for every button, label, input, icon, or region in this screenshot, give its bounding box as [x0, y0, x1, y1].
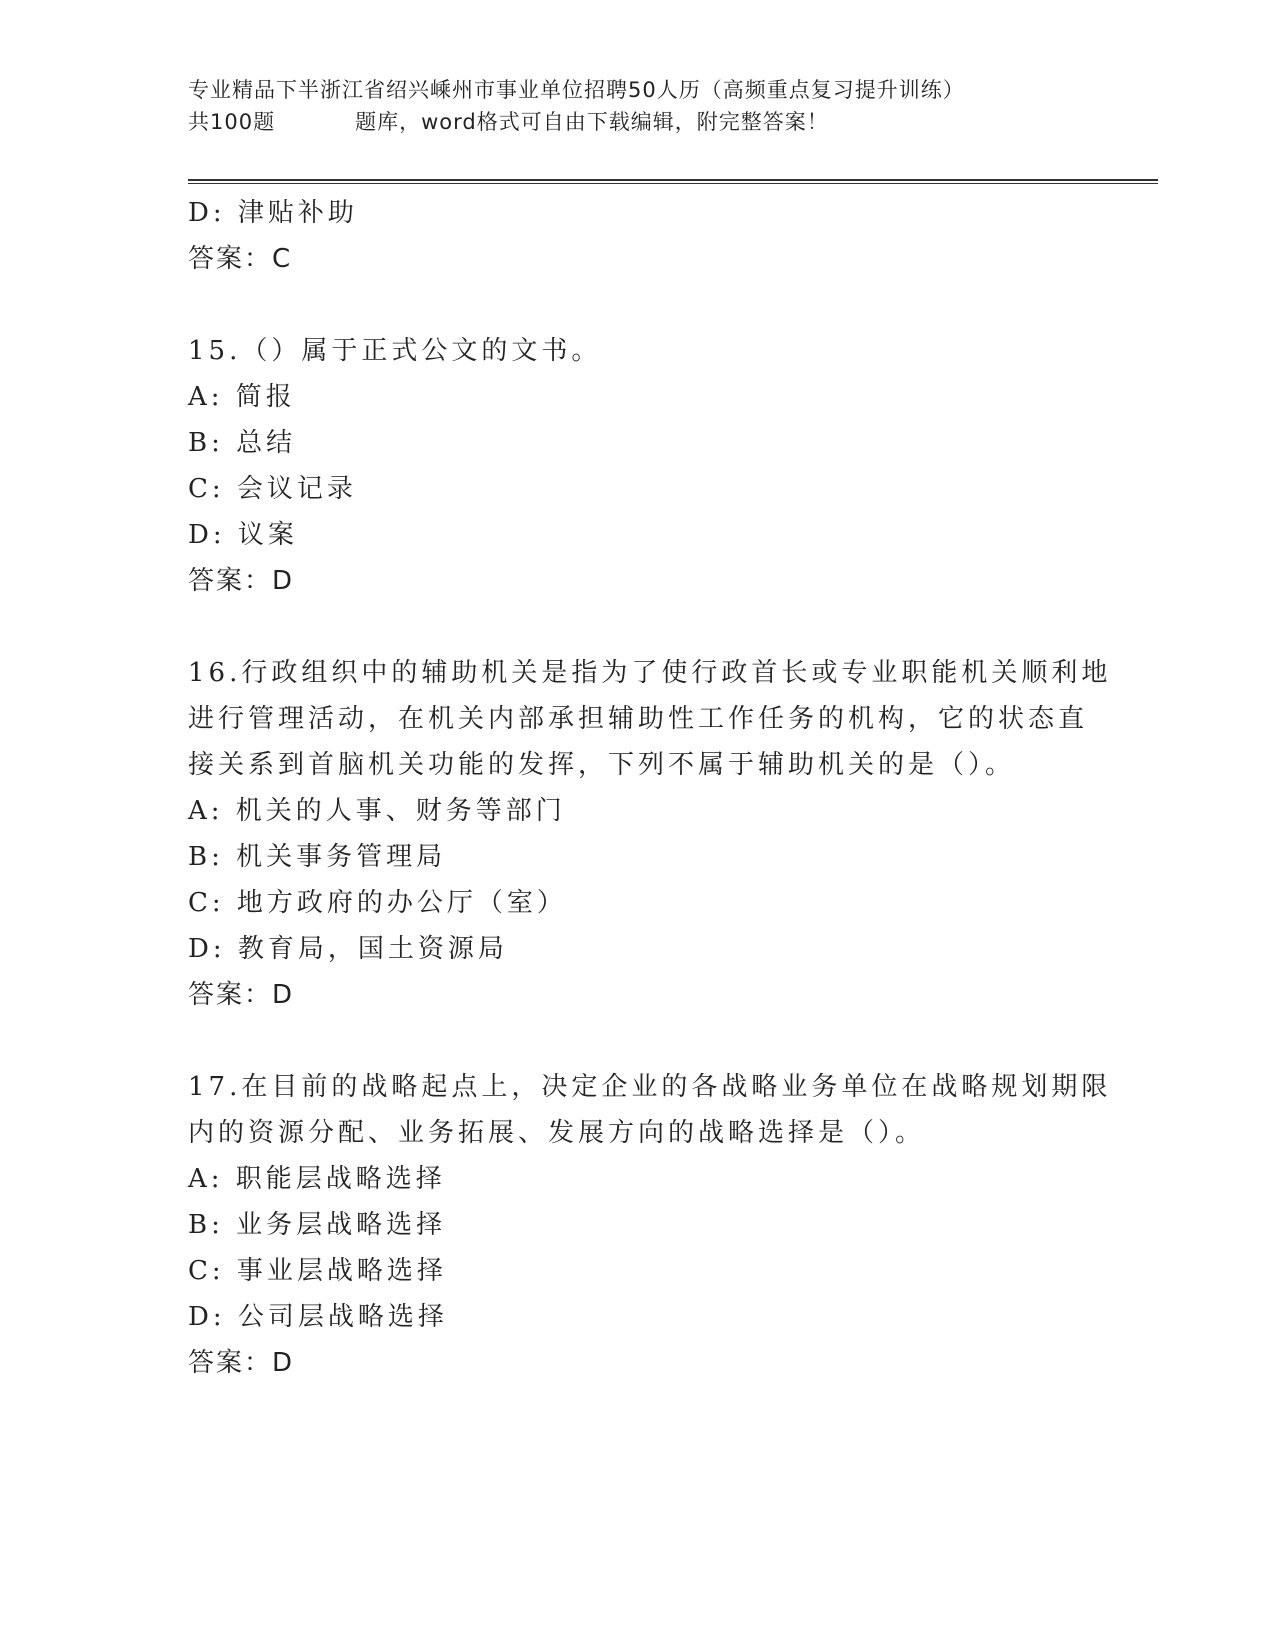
answer: 答案：D: [188, 566, 295, 596]
option-b: B: 业务层战略选择: [188, 1210, 447, 1240]
question-17: [188, 1064, 1112, 1386]
question-14-continued: [188, 190, 1088, 282]
question-stem-line: 内的资源分配、业务拓展、发展方向的战略选择是（）。: [188, 1118, 926, 1148]
option-b: B: 机关事务管理局: [188, 842, 447, 872]
answer: 答案：D: [188, 1348, 295, 1378]
page-header: [188, 74, 1158, 138]
header-count: 共100题: [188, 110, 276, 134]
question-content: [188, 190, 1112, 1386]
answer: 答案：D: [188, 980, 295, 1010]
question-15: [188, 328, 1088, 604]
option-d: D: 议案: [188, 520, 298, 550]
header-subtitle: [188, 106, 1158, 138]
option-a: A: 职能层战略选择: [188, 1164, 446, 1194]
header-divider: [188, 179, 1158, 181]
option-c: C: 会议记录: [188, 474, 357, 504]
option-b: B: 总结: [188, 428, 297, 458]
question-stem-line: 进行管理活动，在机关内部承担辅助性工作任务的机构，它的状态直: [188, 704, 1089, 734]
question-stem-line: 17.在目前的战略起点上，决定企业的各战略业务单位在战略规划期限: [188, 1072, 1112, 1102]
option-a: A: 机关的人事、财务等部门: [188, 796, 566, 826]
option-d: D: 津贴补助: [188, 198, 358, 228]
answer: 答案：C: [188, 244, 293, 274]
question-stem-line: 接关系到首脑机关功能的发挥，下列不属于辅助机关的是（）。: [188, 750, 1016, 780]
option-c: C: 事业层战略选择: [188, 1256, 447, 1286]
question-stem-line: 16.行政组织中的辅助机关是指为了使行政首长或专业职能机关顺利地: [188, 658, 1112, 688]
question-16: [188, 650, 1112, 1018]
option-a: A: 简报: [188, 382, 296, 412]
header-description: 题库，word格式可自由下载编辑，附完整答案！: [355, 110, 829, 134]
option-d: D: 公司层战略选择: [188, 1302, 448, 1332]
option-d: D: 教育局，国土资源局: [188, 934, 508, 964]
question-stem: 15.（）属于正式公文的文书。: [188, 336, 602, 366]
option-c: C: 地方政府的办公厅（室）: [188, 888, 567, 918]
header-title: 专业精品下半浙江省绍兴嵊州市事业单位招聘50人历（高频重点复习提升训练）: [188, 78, 965, 102]
header-divider-thin: [188, 183, 1158, 184]
